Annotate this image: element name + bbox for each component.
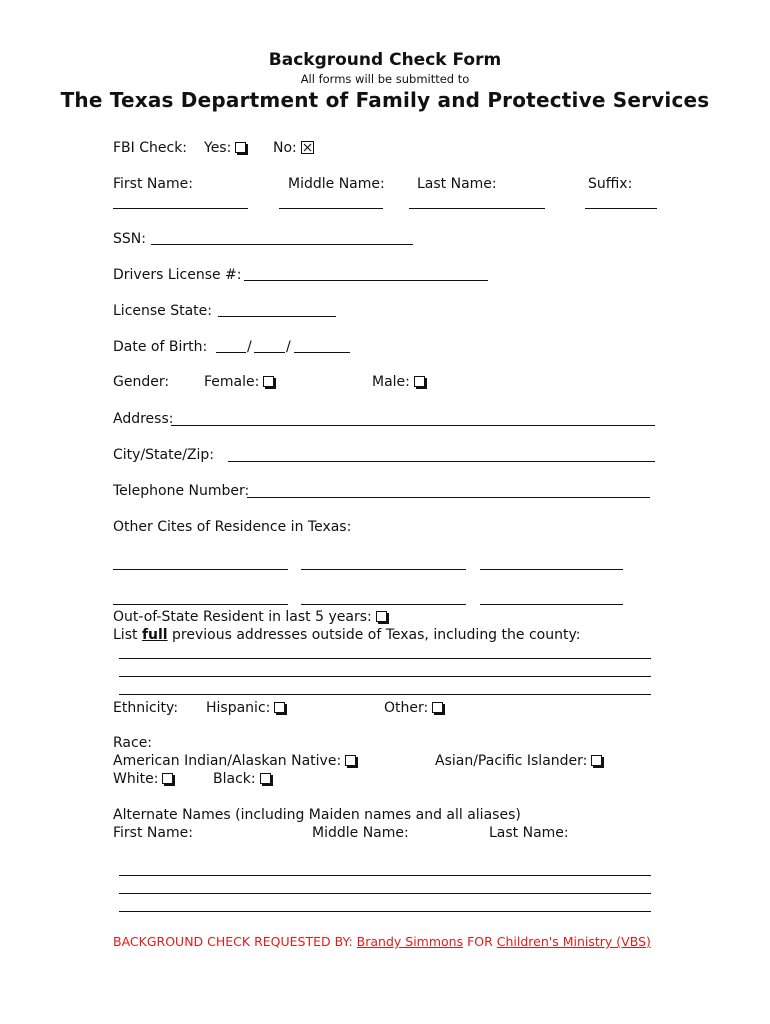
out-of-state-option[interactable]: [113, 608, 387, 626]
alternate-last-name-label: Last Name:: [489, 825, 569, 841]
american-indian-checkbox[interactable]: [345, 755, 356, 766]
previous-addresses-text-end: previous addresses outside of Texas, including the county:: [167, 627, 581, 643]
other-city-field-3[interactable]: [480, 569, 623, 570]
alternate-middle-name-label: Middle Name:: [312, 825, 409, 841]
race-black-option[interactable]: [213, 770, 271, 788]
white-checkbox[interactable]: [162, 773, 173, 784]
dob-day-field[interactable]: [254, 352, 285, 353]
fbi-no-checkbox-checked[interactable]: [301, 141, 314, 154]
other-ethnicity-label: Other:: [384, 700, 429, 716]
fbi-no-label: No:: [273, 140, 297, 156]
fbi-yes-checkbox[interactable]: [235, 142, 246, 153]
dob-year-field[interactable]: [294, 352, 350, 353]
race-white-option[interactable]: [113, 770, 173, 788]
ministry-name: Children's Ministry (VBS): [496, 934, 651, 949]
american-indian-label: American Indian/Alaskan Native:: [113, 753, 342, 769]
drivers-license-field[interactable]: [244, 280, 488, 281]
other-city-field-4[interactable]: [113, 604, 288, 605]
race-asian-option[interactable]: [435, 752, 602, 770]
previous-addresses-text-start: List: [113, 627, 142, 643]
previous-addresses-emphasis: full: [141, 627, 168, 643]
alternate-names-heading: Alternate Names (including Maiden names and all aliases): [113, 807, 521, 823]
gender-female-option[interactable]: [204, 373, 274, 391]
gender-label: Gender:: [113, 374, 170, 390]
requester-name: Brandy Simmons: [356, 934, 464, 949]
suffix-field[interactable]: [585, 208, 657, 209]
hispanic-checkbox[interactable]: [274, 702, 285, 713]
previous-addresses-instruction: [113, 626, 580, 644]
asian-checkbox[interactable]: [591, 755, 602, 766]
alternate-first-name-label: First Name:: [113, 825, 193, 841]
first-name-label: First Name:: [113, 176, 193, 192]
requested-by-line: [113, 934, 651, 949]
out-of-state-checkbox[interactable]: [376, 611, 387, 622]
requested-by-prefix: BACKGROUND CHECK REQUESTED BY:: [113, 934, 357, 949]
form-title: Background Check Form: [268, 50, 502, 70]
alternate-name-field-1[interactable]: [119, 875, 651, 876]
asian-label: Asian/Pacific Islander:: [435, 753, 588, 769]
dob-label: Date of Birth:: [113, 339, 208, 355]
form-subtitle: All forms will be submitted to: [300, 72, 470, 86]
address-label: Address:: [113, 411, 174, 427]
fbi-yes-label: Yes:: [204, 140, 232, 156]
fbi-yes-option[interactable]: [204, 139, 246, 157]
other-ethnicity-checkbox[interactable]: [432, 702, 443, 713]
dob-month-field[interactable]: [216, 352, 246, 353]
black-checkbox[interactable]: [260, 773, 271, 784]
female-checkbox[interactable]: [263, 376, 274, 387]
last-name-label: Last Name:: [417, 176, 497, 192]
race-american-indian-option[interactable]: [113, 752, 356, 770]
previous-address-field-3[interactable]: [119, 694, 651, 695]
telephone-label: Telephone Number:: [113, 483, 250, 499]
telephone-field[interactable]: [247, 497, 650, 498]
other-city-field-6[interactable]: [480, 604, 623, 605]
agency-name: The Texas Department of Family and Protective Services: [60, 88, 710, 112]
license-state-field[interactable]: [218, 316, 336, 317]
ethnicity-hispanic-option[interactable]: [206, 699, 285, 717]
ethnicity-label: Ethnicity:: [113, 700, 179, 716]
alternate-name-field-3[interactable]: [119, 911, 651, 912]
dob-separator-2: /: [286, 339, 291, 355]
female-label: Female:: [204, 374, 260, 390]
first-name-field[interactable]: [113, 208, 248, 209]
other-city-field-2[interactable]: [301, 569, 466, 570]
city-state-zip-field[interactable]: [228, 461, 655, 462]
black-label: Black:: [213, 771, 256, 787]
out-of-state-label: Out-of-State Resident in last 5 years:: [113, 609, 372, 625]
city-state-zip-label: City/State/Zip:: [113, 447, 215, 463]
other-cities-label: Other Cites of Residence in Texas:: [113, 519, 352, 535]
middle-name-label: Middle Name:: [288, 176, 385, 192]
white-label: White:: [113, 771, 159, 787]
male-label: Male:: [372, 374, 410, 390]
previous-address-field-1[interactable]: [119, 658, 651, 659]
last-name-field[interactable]: [409, 208, 545, 209]
race-label: Race:: [113, 735, 153, 751]
other-city-field-5[interactable]: [301, 604, 466, 605]
alternate-name-field-2[interactable]: [119, 893, 651, 894]
gender-male-option[interactable]: [372, 373, 425, 391]
ssn-label: SSN:: [113, 231, 146, 247]
dob-separator-1: /: [247, 339, 252, 355]
requested-for-text: FOR: [463, 934, 497, 949]
fbi-no-option[interactable]: [273, 139, 314, 157]
drivers-license-label: Drivers License #:: [113, 267, 242, 283]
other-city-field-1[interactable]: [113, 569, 288, 570]
address-field[interactable]: [171, 425, 655, 426]
fbi-check-label: FBI Check:: [113, 140, 188, 156]
middle-name-field[interactable]: [279, 208, 383, 209]
suffix-label: Suffix:: [588, 176, 633, 192]
ethnicity-other-option[interactable]: [384, 699, 443, 717]
previous-address-field-2[interactable]: [119, 676, 651, 677]
hispanic-label: Hispanic:: [206, 700, 271, 716]
male-checkbox[interactable]: [414, 376, 425, 387]
ssn-field[interactable]: [151, 244, 413, 245]
license-state-label: License State:: [113, 303, 213, 319]
